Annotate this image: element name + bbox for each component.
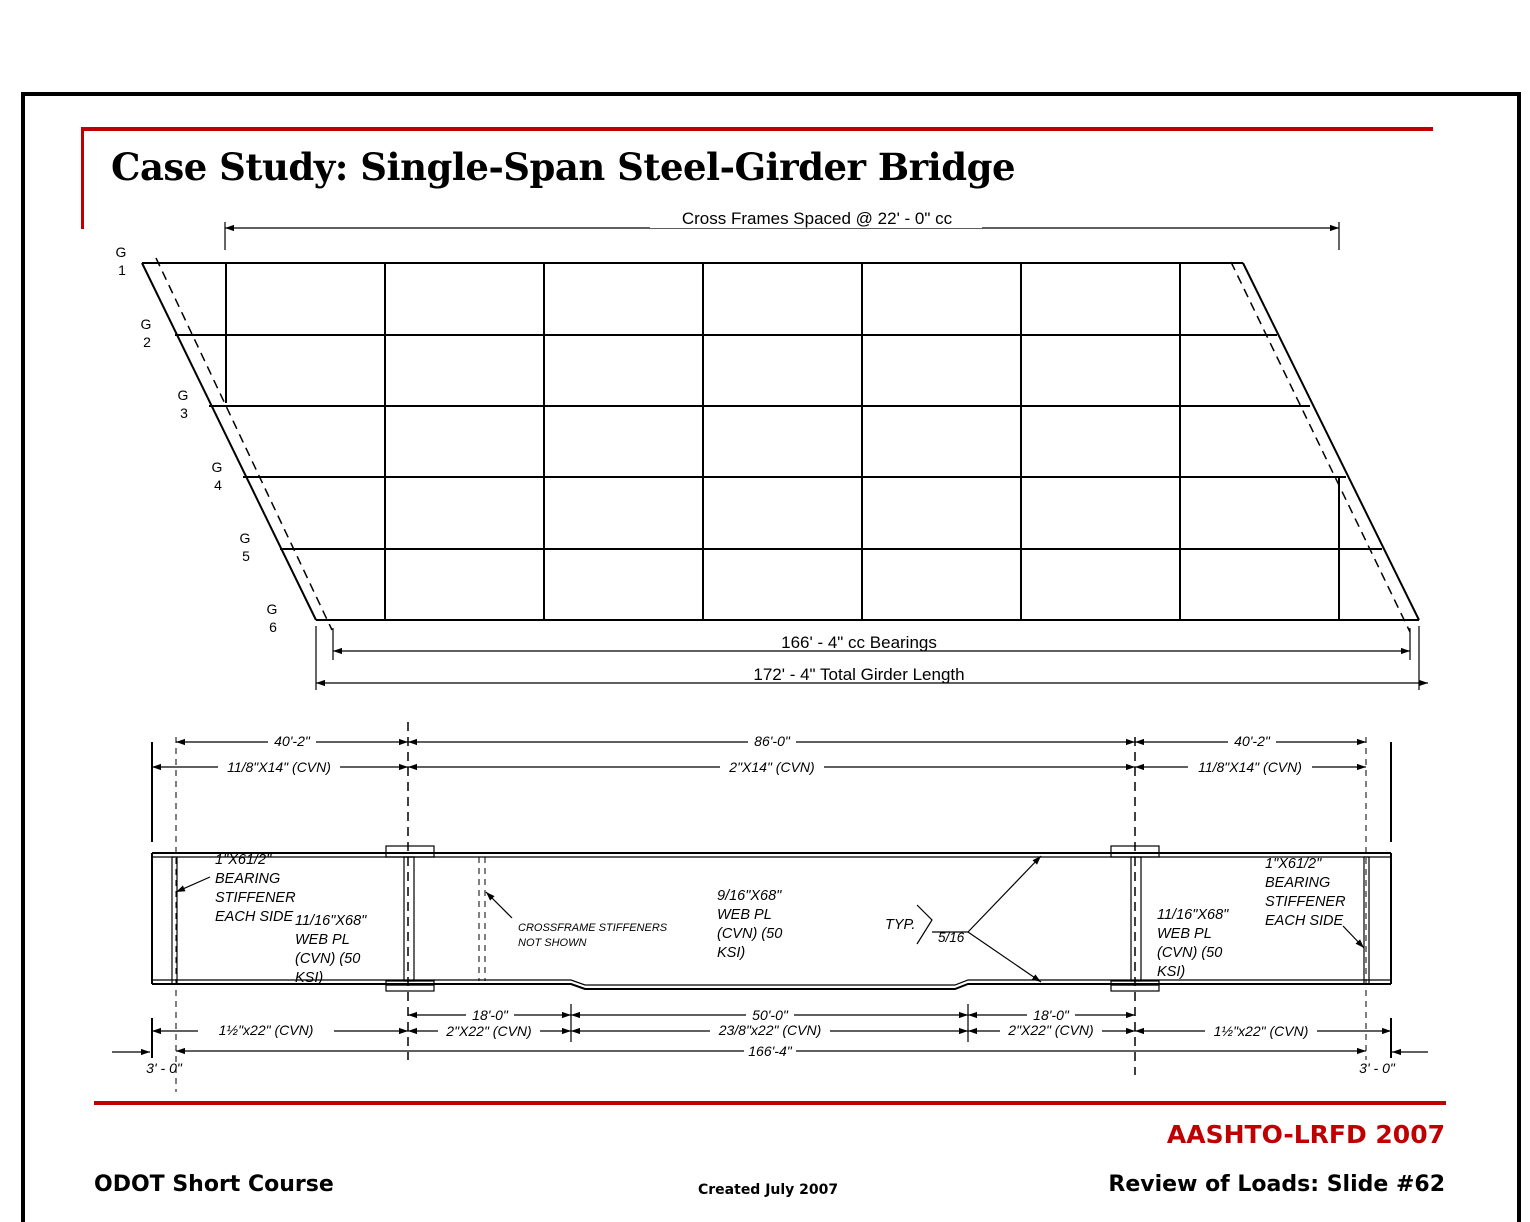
bearing-stiffener xyxy=(1364,857,1369,984)
top-flange-left: 11/8"X14" (CVN) xyxy=(227,759,331,775)
bot-flange-1: 1½"x22" (CVN) xyxy=(218,1022,314,1038)
leader-arrow xyxy=(486,892,512,918)
crossframe-note: CROSSFRAME STIFFENERS xyxy=(518,922,668,934)
right-bearing-line xyxy=(1231,262,1410,632)
girder-label-g: G xyxy=(115,244,127,260)
weld-size-label: 5/16 xyxy=(938,930,965,945)
end-dim-right: 3' - 0" xyxy=(1359,1060,1395,1076)
weld-arrow xyxy=(968,932,1041,982)
right-stiffener-note: EACH SIDE xyxy=(1265,913,1344,929)
dim-bot-right: 18'-0" xyxy=(1033,1007,1069,1023)
girder-label-num: 5 xyxy=(242,548,250,564)
footer-slide-number: Review of Loads: Slide #62 xyxy=(1108,1172,1445,1197)
slide-title: Case Study: Single-Span Steel-Girder Bridge xyxy=(111,145,1015,189)
weld-typ-label: TYP. xyxy=(885,917,916,933)
right-web-note: WEB PL xyxy=(1157,926,1212,942)
girder-label-g: G xyxy=(177,387,189,403)
left-web-note: KSI) xyxy=(295,970,324,986)
left-web-note: 11/16"X68" xyxy=(295,913,367,929)
girder-label-g: G xyxy=(266,601,278,617)
left-web-note: (CVN) (50 xyxy=(295,951,361,967)
girder-label-num: 6 xyxy=(269,619,277,635)
overall-dim: 166'-4" xyxy=(748,1043,792,1059)
left-bearing-line xyxy=(156,258,332,630)
dim-bot-center: 50'-0" xyxy=(752,1007,788,1023)
left-stiffener-note: 1"X61/2" xyxy=(215,852,272,868)
right-web-note: 11/16"X68" xyxy=(1157,907,1229,923)
left-stiffener-note: EACH SIDE xyxy=(215,909,294,925)
girder-label-g: G xyxy=(140,316,152,332)
footer-created: Created July 2007 xyxy=(698,1182,839,1198)
right-skew-end xyxy=(1243,263,1419,620)
top-flange-right: 11/8"X14" (CVN) xyxy=(1198,759,1302,775)
center-web-note: 9/16"X68" xyxy=(717,888,782,904)
dim-bot-left: 18'-0" xyxy=(472,1007,508,1023)
leader-arrow xyxy=(1343,926,1364,948)
top-flange-center: 2"X14" (CVN) xyxy=(729,759,815,775)
cross-frames xyxy=(226,263,1339,620)
girder-label-g: G xyxy=(211,459,223,475)
center-web-note: KSI) xyxy=(717,945,746,961)
footer-brand: AASHTO-LRFD 2007 xyxy=(1166,1120,1445,1149)
bot-flange-4: 2"X22" (CVN) xyxy=(1008,1022,1094,1038)
dim-top-right: 40'-2" xyxy=(1234,733,1270,749)
right-web-note: (CVN) (50 xyxy=(1157,945,1223,961)
dim-top-left: 40'-2" xyxy=(274,733,310,749)
bot-flange-5: 1½"x22" (CVN) xyxy=(1213,1023,1309,1039)
splice-plate xyxy=(386,846,434,853)
end-dim-left: 3' - 0" xyxy=(146,1060,182,1076)
footer-rule xyxy=(94,1101,1446,1105)
bearing-stiffener xyxy=(172,857,177,984)
bearing-label: 166' - 4" cc Bearings xyxy=(781,633,937,652)
dim-top-center: 86'-0" xyxy=(754,733,790,749)
splice-plate xyxy=(386,985,434,991)
elevation-view xyxy=(112,722,1428,1092)
total-length-label: 172' - 4" Total Girder Length xyxy=(753,665,965,684)
left-stiffener-note: STIFFENER xyxy=(215,890,296,906)
plan-view xyxy=(116,208,1428,690)
splice-web xyxy=(404,857,414,981)
center-web-note: (CVN) (50 xyxy=(717,926,783,942)
right-web-note: KSI) xyxy=(1157,964,1186,980)
girder-label-num: 2 xyxy=(143,334,151,350)
weld-symbol-tail xyxy=(917,905,932,944)
girder-labels xyxy=(116,244,278,635)
cross-frame-label: Cross Frames Spaced @ 22' - 0" cc xyxy=(681,209,953,228)
girder-label-num: 1 xyxy=(118,262,126,278)
girder-label-num: 4 xyxy=(214,477,222,493)
girder-label-num: 3 xyxy=(180,405,188,421)
center-web-note: WEB PL xyxy=(717,907,772,923)
leader-arrow xyxy=(176,877,210,892)
weld-arrow xyxy=(968,856,1041,932)
right-stiffener-note: STIFFENER xyxy=(1265,894,1346,910)
girder-label-g: G xyxy=(239,530,251,546)
crossframe-note: NOT SHOWN xyxy=(518,937,587,949)
right-stiffener-note: 1"X61/2" xyxy=(1265,856,1322,872)
left-skew-end xyxy=(142,263,316,620)
left-stiffener-note: BEARING xyxy=(215,871,281,887)
bot-flange-3: 23/8"x22" (CVN) xyxy=(718,1022,822,1038)
footer-course: ODOT Short Course xyxy=(94,1172,334,1197)
splice-web xyxy=(1131,857,1141,981)
right-stiffener-note: BEARING xyxy=(1265,875,1331,891)
left-web-note: WEB PL xyxy=(295,932,350,948)
bot-flange-2: 2"X22" (CVN) xyxy=(446,1023,532,1039)
